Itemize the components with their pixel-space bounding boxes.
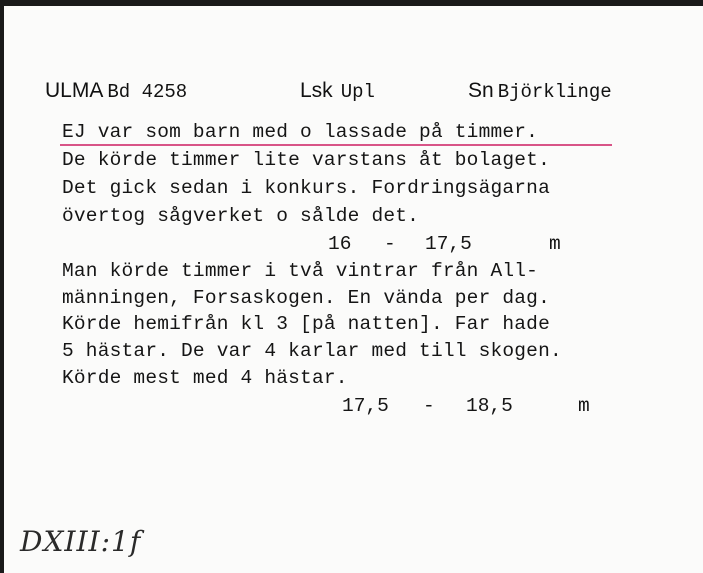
measure-dash: - <box>423 395 435 417</box>
text-line: männingen, Forsaskogen. En vända per dag. <box>62 287 550 309</box>
lsk-value: Upl <box>340 81 375 103</box>
text-line: Körde hemifrån kl 3 [på natten]. Far hade <box>62 313 550 335</box>
lsk-field <box>300 78 375 103</box>
red-underline <box>60 144 612 146</box>
measure-to: 18,5 <box>466 395 513 417</box>
text-line: 5 hästar. De var 4 karlar med till skogen. <box>62 340 562 362</box>
sn-value: Björklinge <box>497 81 612 103</box>
text-line: övertog sågverket o sålde det. <box>62 205 420 227</box>
text-line: Det gick sedan i konkurs. Fordringsägarna <box>62 177 550 199</box>
measure-unit: m <box>578 395 590 417</box>
text-line: Man körde timmer i två vintrar från All- <box>62 260 539 282</box>
card-left-edge <box>0 0 4 573</box>
sn-label: Sn <box>468 79 494 102</box>
measure-from: 16 <box>328 233 352 255</box>
sn-field <box>468 78 612 103</box>
measure-from: 17,5 <box>342 395 389 417</box>
measure-to: 17,5 <box>425 233 472 255</box>
measure-dash: - <box>384 233 396 255</box>
ulma-value: Bd 4258 <box>107 81 188 103</box>
ulma-field <box>45 78 187 103</box>
measure-unit: m <box>549 233 561 255</box>
text-line: Körde mest med 4 hästar. <box>62 367 348 389</box>
text-line: EJ var som barn med o lassade på timmer. <box>62 121 539 143</box>
handwritten-reference: DXIII:1f <box>20 525 142 558</box>
lsk-label: Lsk <box>300 79 333 102</box>
card-top-edge <box>0 0 703 6</box>
ulma-label: ULMA <box>45 79 104 102</box>
text-line: De körde timmer lite varstans åt bolaget. <box>62 149 550 171</box>
